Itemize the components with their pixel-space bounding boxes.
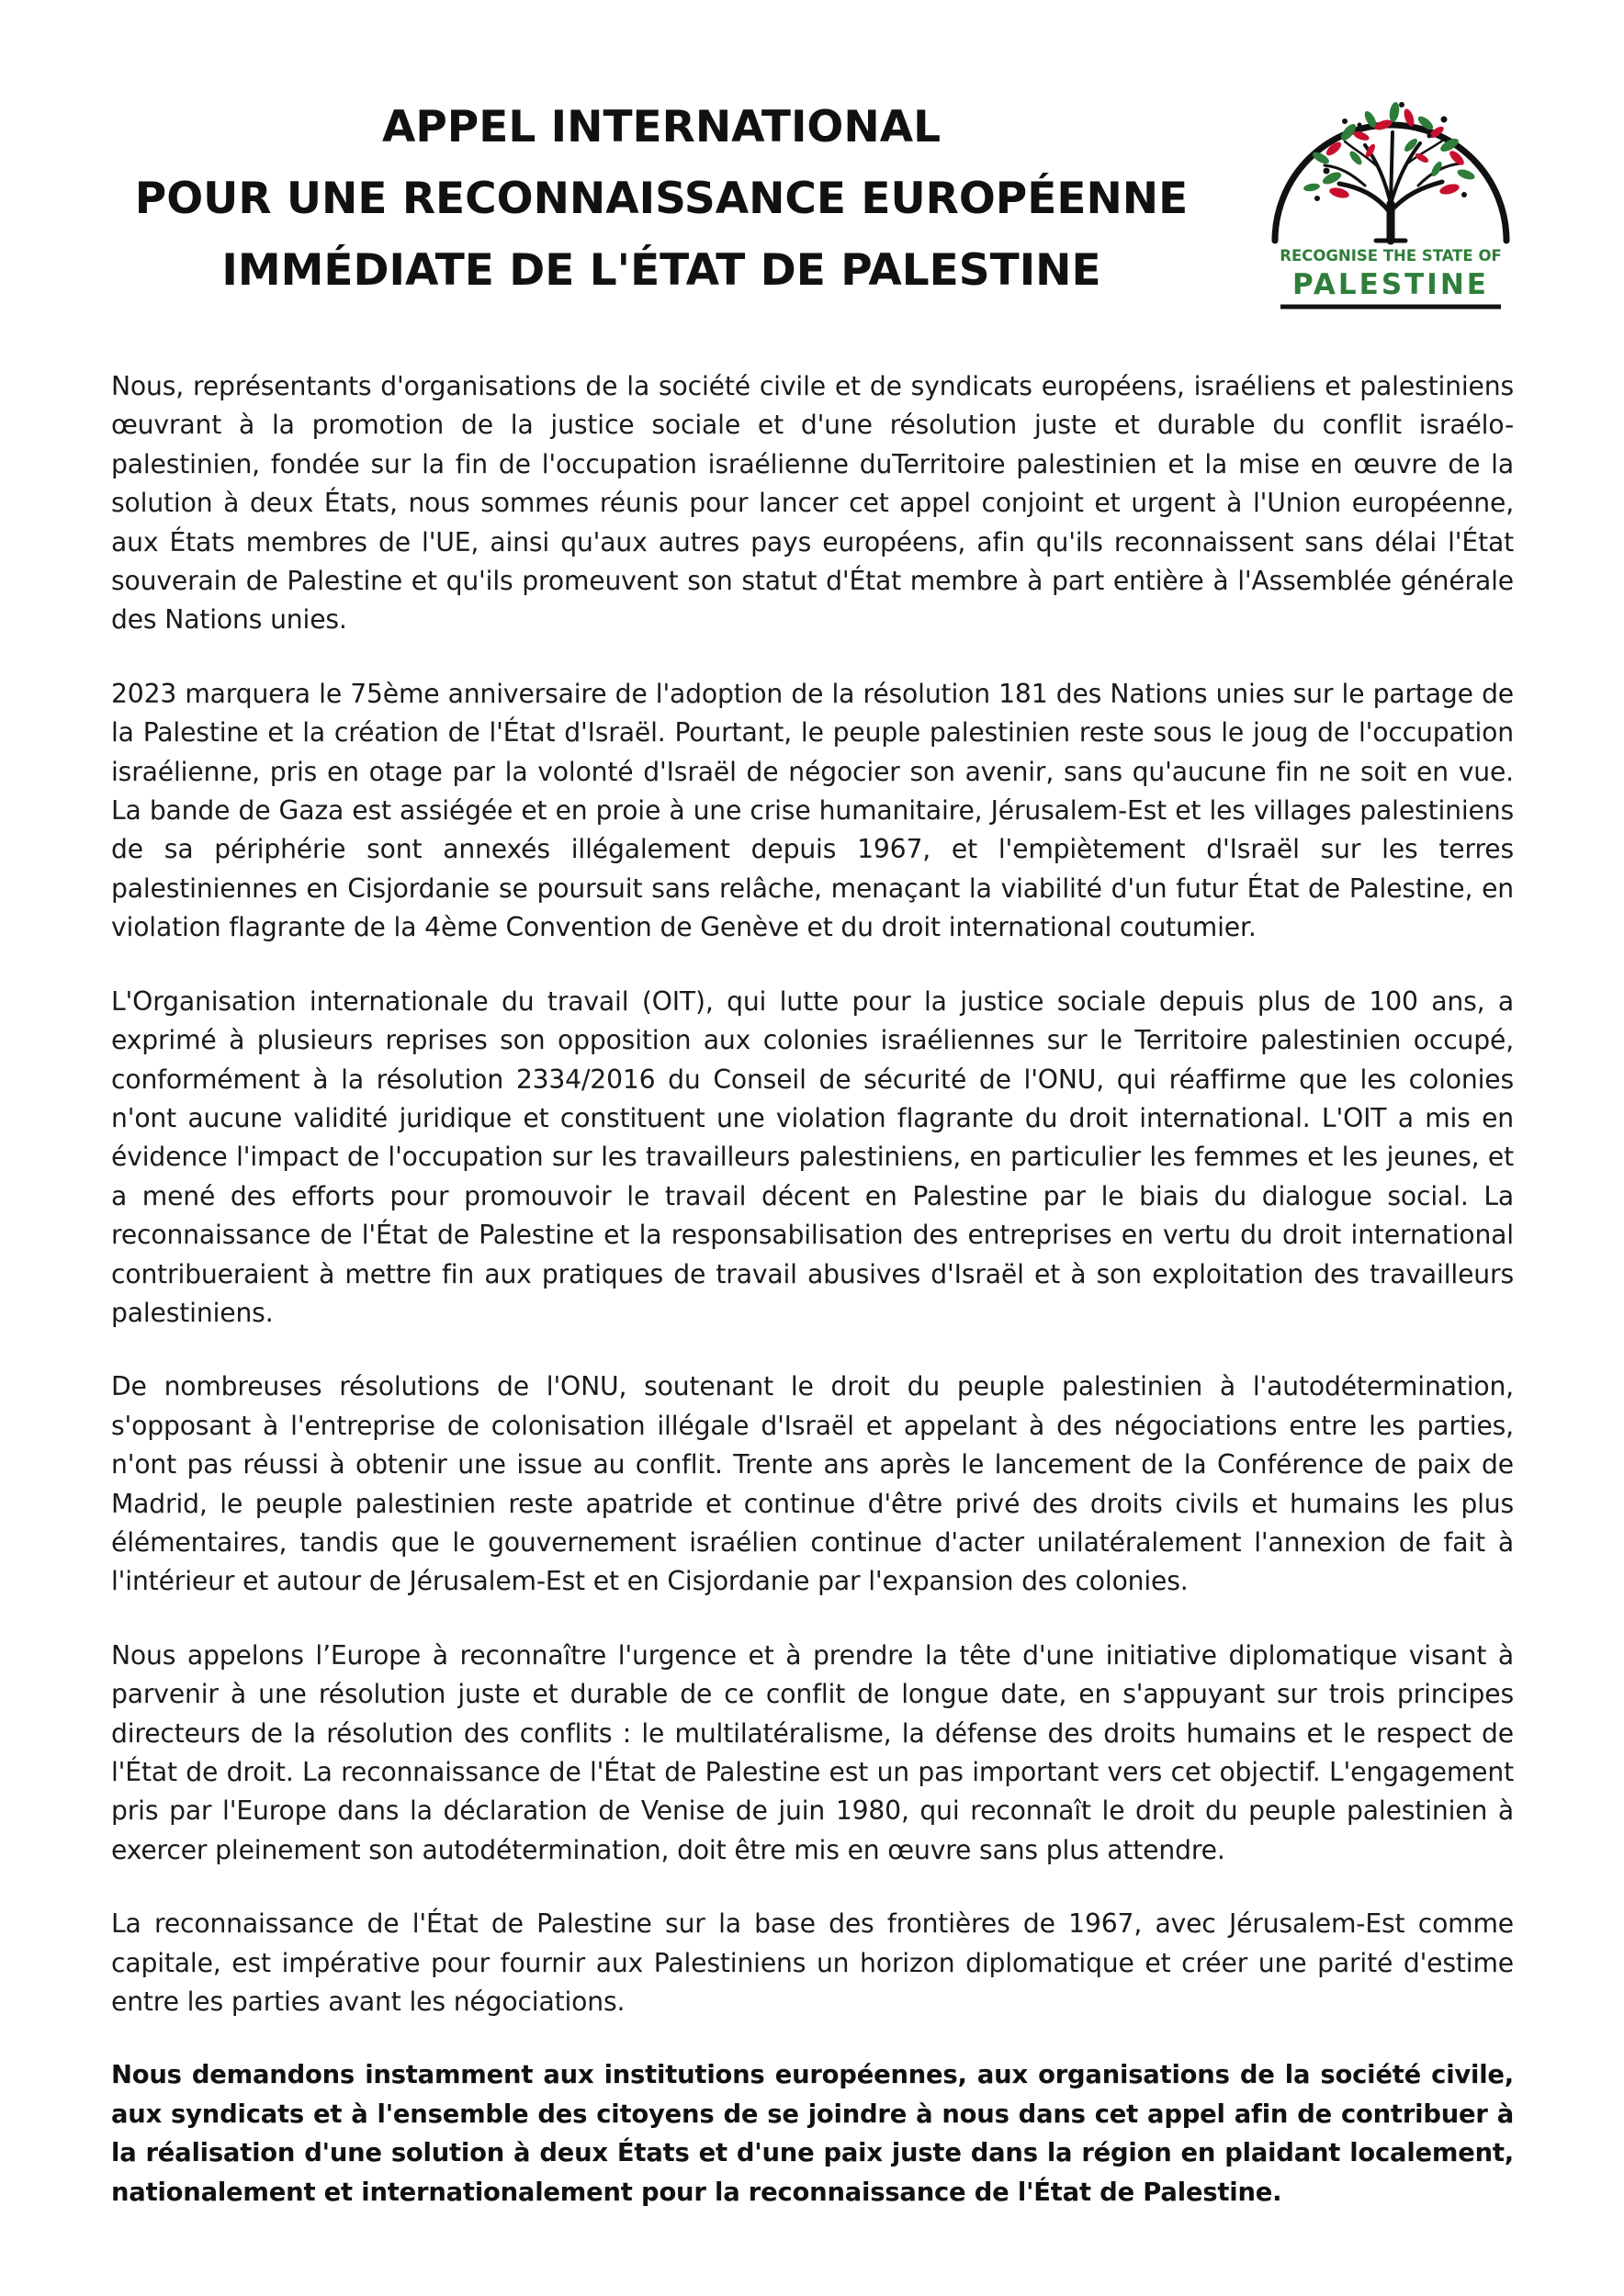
document-body bbox=[111, 367, 1514, 2247]
call-to-action-paragraph: Nous demandons instamment aux institutions européennes, aux organisations de la société civile, aux syndicats et à l'ensemble des citoyens de se joindre à nous dans cet appel afin de contribuer à la réalisation d'une solution à deux États et d'une paix juste dans la région en plaidant localement, nationalement et internationalement pour la reconnaissance de l'État de Palestine. bbox=[111, 2061, 1514, 2207]
paragraph-5: Nous appelons l’Europe à reconnaître l'urgence et à prendre la tête d'une initiative diplomatique visant à parvenir à une résolution juste et durable de ce conflit de longue date, en s'appuyant sur trois principes directeurs de la résolution des conflits : le multilatéralisme, la défense des droits humains et le respect de l'État de droit. La reconnaissance de l'État de Palestine est un pas important vers cet objectif. L'engagement pris par l'Europe dans la déclaration de Venise de juin 1980, qui reconnaît le droit du peuple palestinien à exercer pleinement son autodétermination, doit être mis en œuvre sans plus attendre. bbox=[111, 1639, 1514, 1865]
document-title bbox=[92, 92, 1231, 307]
logo-tagline: RECOGNISE THE STATE OF bbox=[1280, 247, 1502, 264]
paragraph-6: La reconnaissance de l'État de Palestine sur la base des frontières de 1967, avec Jérusalem-Est comme capitale, est impérative pour fournir aux Palestiniens un horizon diplomatique et créer une parité d'estime entre les parties avant les négociations. bbox=[111, 1908, 1514, 2018]
title-line-2: POUR UNE RECONNAISSANCE EUROPÉENNE bbox=[134, 174, 1189, 224]
title-line-3: IMMÉDIATE DE L'ÉTAT DE PALESTINE bbox=[221, 245, 1101, 296]
paragraph-4: De nombreuses résolutions de l'ONU, soutenant le droit du peuple palestinien à l'autodétermination, s'opposant à l'entreprise de colonisation illégale d'Israël et appelant à des négociations entre les parties, n'ont pas réussi à obtenir une issue au conflit. Trente ans après le lancement de la Conférence de paix de Madrid, le peuple palestinien reste apatride et continue d'être privé des droits civils et humains les plus élémentaires, tandis que le gouvernement israélien continue d'acter unilatéralement l'annexion de fait à l'intérieur et autour de Jérusalem-Est et en Cisjordanie par l'expansion des colonies. bbox=[111, 1371, 1514, 1597]
tree-logo-graphic bbox=[1257, 66, 1525, 323]
logo-name: PALESTINE bbox=[1292, 268, 1489, 301]
paragraph-1: Nous, représentants d'organisations de la société civile et de syndicats européens, israéliens et palestiniens œuvrant à la promotion de la justice sociale et d'une résolution juste et durable du conflit israélo-palestinien, fondée sur la fin de l'occupation israélienne duTerritoire palestinien et la mise en œuvre de la solution à deux États, nous sommes réunis pour lancer cet appel conjoint et urgent à l'Union européenne, aux États membres de l'UE, ainsi qu'aux autres pays européens, afin qu'ils reconnaissent sans délai l'État souverain de Palestine et qu'ils promeuvent son statut d'État membre à part entière à l'Assemblée générale des Nations unies. bbox=[111, 371, 1514, 636]
paragraph-3: L'Organisation internationale du travail (OIT), qui lutte pour la justice sociale depuis plus de 100 ans, a exprimé à plusieurs reprises son opposition aux colonies israéliennes sur le Territoire palestinien occupé, conformément à la résolution 2334/2016 du Conseil de sécurité de l'ONU, qui réaffirme que les colonies n'ont aucune validité juridique et constituent une violation flagrante du droit international. L'OIT a mis en évidence l'impact de l'occupation sur les travailleurs palestiniens, en particulier les femmes et les jeunes, et a mené des efforts pour promouvoir le travail décent en Palestine par le biais du dialogue social. La reconnaissance de l'État de Palestine et la responsabilisation des entreprises en vertu du droit international contribueraient à mettre fin aux pratiques de travail abusives d'Israël et à son exploitation des travailleurs palestiniens. bbox=[111, 985, 1514, 1328]
title-line-1: APPEL INTERNATIONAL bbox=[381, 102, 942, 152]
recognise-palestine-logo bbox=[1257, 66, 1525, 323]
paragraph-2: 2023 marquera le 75ème anniversaire de l'adoption de la résolution 181 des Nations unies sur le partage de la Palestine et la création de l'État d'Israël. Pourtant, le peuple palestinien reste sous le joug de l'occupation israélienne, pris en otage par la volonté d'Israël de négocier son avenir, sans qu'aucune fin ne soit en vue. La bande de Gaza est assiégée et en proie à une crise humanitaire, Jérusalem-Est et les villages palestiniens de sa périphérie sont annexés illégalement depuis 1967, et l'empiètement d'Israël sur les terres palestiniennes en Cisjordanie se poursuit sans relâche, menaçant la viabilité d'un futur État de Palestine, en violation flagrante de la 4ème Convention de Genève et du droit international coutumier. bbox=[111, 678, 1514, 943]
